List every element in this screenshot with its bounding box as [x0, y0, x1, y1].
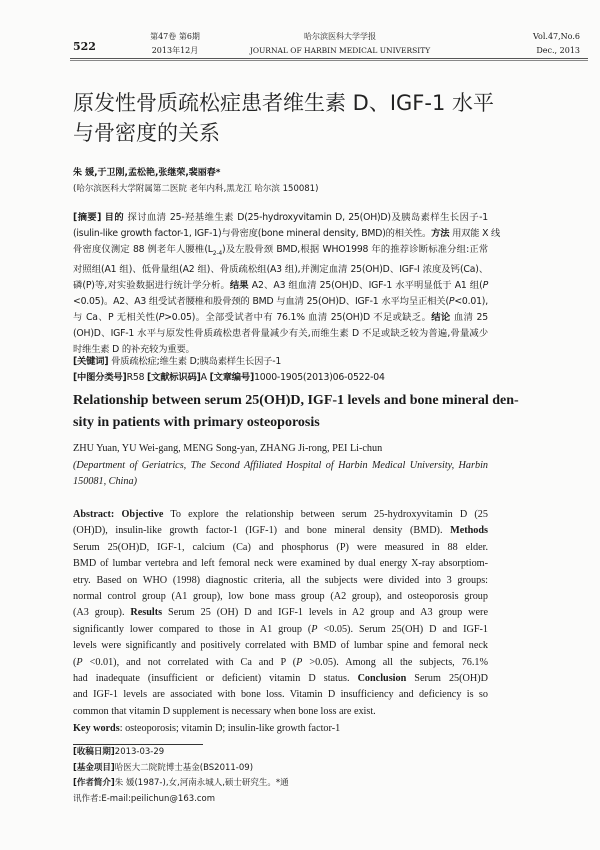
bold-heading: [收稿日期] — [73, 747, 115, 757]
journal-name-cn: 哈尔滨医科大学学报 — [304, 32, 376, 41]
text-line — [73, 242, 488, 262]
text-run: 讯作者:E-mail:peilichun@163.com — [73, 793, 216, 804]
text-run: ( — [73, 656, 77, 668]
text-run: 用双能 X 线 — [449, 228, 501, 239]
text-line — [73, 704, 488, 720]
text-line — [73, 523, 488, 539]
bold-heading: [中图分类号] — [73, 372, 127, 383]
title-en — [73, 390, 519, 434]
text-line — [73, 210, 488, 226]
header-volume-en — [490, 30, 580, 58]
text-run: P — [296, 656, 303, 668]
affiliation-en-line: (Department of Geriatrics, The Second Affiliated Hospital of Harbin Medical University, Harbin — [73, 460, 488, 471]
text-line — [73, 278, 488, 294]
text-run: : osteoporosis; vitamin D; insulin-like growth factor-1 — [119, 723, 341, 734]
text-run: To explore the relationship between serum 25-hydroxyvitamin D (25 — [163, 509, 488, 520]
header-volume-cn — [130, 30, 220, 58]
title-cn-line: 原发性骨质疏松症患者维生素 D、IGF-1 水平 — [73, 91, 495, 115]
text-line — [73, 655, 488, 671]
affiliation-en-line: 150081, China) — [73, 476, 137, 488]
text-run: 磷(P)等,对实验数据进行统计学分析。 — [73, 279, 230, 291]
text-run: and IGF-1 levels are associated with bone loss. Vitamin D insufficiency and deficiency is so — [73, 689, 488, 701]
bold-heading: [文献标识码] — [147, 372, 201, 383]
text-line — [73, 262, 488, 278]
bold-heading: [基金项目] — [73, 762, 115, 773]
title-cn — [73, 88, 494, 148]
text-run: Serum 25(OH)D — [406, 673, 488, 685]
bold-heading: [关键词] — [73, 356, 109, 367]
text-run: <0.05)。A2、A3 组受试者腰椎和股骨颈的 BMD 与血清 25(OH)D、IGF-1 水平均呈正相关( — [73, 295, 449, 307]
date-en: Dec., 2013 — [536, 46, 580, 55]
text-line — [73, 294, 488, 310]
text-run: <0.01), — [454, 295, 488, 307]
text-run: (OH)D), insulin-like growth factor-1 (IGF-1) and bone mineral density (BMD). — [73, 525, 451, 537]
text-run: significantly lower compared to those in A1 group ( — [73, 623, 312, 635]
text-line — [73, 556, 488, 572]
text-line — [73, 354, 488, 370]
text-line — [73, 605, 488, 621]
text-run: 朱 媛(1987-),女,河南永城人,硕士研究生。*通 — [114, 778, 289, 788]
text-run: P — [311, 623, 318, 635]
text-run: 哈医大二院院博士基金(BS2011-09) — [114, 762, 254, 773]
bold-heading: Abstract: Objective — [73, 509, 164, 520]
text-run: 探讨血清 25-羟基维生素 D(25-hydroxyvitamin D, 25(OH)D)及胰岛素样生长因子-1 — [124, 212, 488, 223]
text-run: P — [76, 656, 83, 668]
text-line — [73, 721, 488, 737]
bold-heading: Conclusion — [357, 673, 407, 685]
text-run: P — [482, 279, 488, 291]
keywords-cn — [73, 354, 488, 370]
text-run: <0.05). Serum 25(OH) D and IGF-1 — [317, 623, 489, 635]
abstract-en — [73, 507, 488, 720]
text-run: <0.01), and not correlated with Ca and P ( — [82, 656, 297, 668]
text-run: normal control group (A1 group), low bone mass group (A2 group), and osteoporosis group — [73, 591, 488, 603]
title-en-line: Relationship between serum 25(OH)D, IGF-1 levels and bone mineral den- — [73, 393, 519, 408]
text-run: A — [200, 372, 210, 383]
keywords-en — [73, 721, 488, 737]
text-run: >0.05)。全部受试者中有 76.1% 血清 25(OH)D 不足或缺乏。 — [164, 311, 432, 323]
text-run: Serum 25 (OH) D and IGF-1 levels in A2 group and A3 group were — [162, 607, 488, 619]
page-number: 522 — [73, 40, 96, 53]
text-line — [73, 687, 488, 703]
text-run: P — [158, 311, 165, 323]
text-run: 对照组(A1 组)、低骨量组(A2 组)、骨质疏松组(A3 组),并测定血清 25(OH)D、IGF-I 浓度及钙(Ca)、 — [73, 263, 488, 275]
text-run: common that vitamin D supplement is necessary when bone loss are exist. — [73, 705, 376, 717]
classification-cn — [73, 370, 488, 386]
footnotes — [73, 745, 289, 807]
bold-heading: Results — [130, 607, 163, 619]
bold-heading: Methods — [450, 525, 488, 537]
text-line — [73, 745, 289, 761]
text-line — [73, 761, 289, 777]
abstract-cn — [73, 210, 501, 358]
text-run: levels were significantly and positively correlated with BMD of lumbar spine and femoral neck — [73, 640, 488, 652]
bold-heading: [作者简介] — [73, 778, 115, 788]
text-run: BMD of lumbar vertebra and left femoral neck were examined by dual energy X-ray absorptiom- — [73, 558, 488, 570]
text-line — [73, 792, 289, 808]
title-cn-line: 与骨密度的关系 — [73, 121, 220, 145]
text-run: 2-4 — [212, 249, 223, 257]
authors-cn: 朱 媛,于卫刚,孟松艳,张继荣,裴丽春* — [73, 168, 221, 178]
text-line — [73, 573, 488, 589]
text-line — [73, 638, 488, 654]
affiliation-cn: (哈尔滨医科大学附属第二医院 老年内科,黑龙江 哈尔滨 150081) — [73, 184, 319, 194]
text-run: 血清 25 — [450, 311, 488, 323]
text-run: 与 Ca、P 无相关性( — [73, 311, 159, 323]
header-rule — [70, 58, 588, 61]
text-line — [73, 671, 488, 687]
text-run: P — [448, 295, 455, 307]
text-line — [73, 370, 488, 386]
text-run: had inadequate (insufficient or deficient) vitamin D status. — [73, 673, 358, 685]
text-line — [73, 226, 501, 242]
bold-heading: [文章编号] — [209, 372, 255, 383]
text-line — [73, 776, 289, 792]
bold-heading: 结果 — [229, 279, 249, 291]
text-run: (isulin-like growth factor-1, IGF-1)与骨密度(bone mineral density, BMD)的相关性。 — [73, 228, 432, 239]
text-run: 1000-1905(2013)06-0522-04 — [254, 372, 385, 383]
bold-heading: 目的 — [104, 212, 125, 223]
text-line — [73, 326, 488, 342]
title-en-line: sity in patients with primary osteoporosis — [73, 415, 320, 430]
volume-issue-cn: 第47卷 第6期 — [150, 32, 200, 41]
text-run: etry. Based on WHO (1998) diagnostic criteria, all the subjects were divided into 3 groups: — [73, 574, 488, 586]
text-run: R58 — [126, 372, 148, 383]
text-line — [73, 310, 488, 326]
text-line — [73, 507, 488, 523]
text-run: 骨密度仪测定 88 例老年人腰椎(L — [73, 244, 213, 255]
bold-heading: 结论 — [431, 311, 451, 323]
text-run: (A3 group). — [73, 607, 131, 619]
text-line — [73, 540, 488, 556]
text-line — [73, 622, 488, 638]
text-run: 时维生素 D 的补充较为重要。 — [73, 343, 195, 355]
volume-issue-en: Vol.47,No.6 — [533, 32, 580, 41]
journal-name-en: JOURNAL OF HARBIN MEDICAL UNIVERSITY — [249, 46, 431, 55]
text-run: )及左股骨颈 BMD,根据 WHO1998 年的推荐诊断标准分组:正常 — [222, 244, 488, 255]
text-line — [73, 589, 488, 605]
bold-heading: 方法 — [431, 228, 450, 239]
text-run: (OH)D、IGF-1 水平与原发性骨质疏松患者骨量减少有关,而维生素 D 不足或缺乏较为普遍,骨量减少 — [73, 327, 488, 339]
header-journal — [240, 30, 440, 58]
text-run: 骨质疏松症;维生素 D;胰岛素样生长因子-1 — [108, 356, 282, 367]
text-run: A2、A3 组血清 25(OH)D、IGF-1 水平明显低于 A1 组( — [248, 279, 483, 291]
bold-heading: Key words — [73, 723, 120, 734]
bold-heading: [摘要] — [73, 212, 102, 223]
text-run: Serum 25(OH)D, IGF-1, calcium (Ca) and phosphorus (P) were measured in 88 elder. — [73, 541, 488, 553]
text-run: 2013-03-29 — [114, 747, 165, 757]
text-run: >0.05). Among all the subjects, 76.1% — [302, 656, 489, 668]
authors-en: ZHU Yuan, YU Wei-gang, MENG Song-yan, ZHANG Ji-rong, PEI Li-chun — [73, 443, 383, 454]
affiliation-en — [73, 458, 488, 491]
date-cn: 2013年12月 — [151, 46, 199, 55]
